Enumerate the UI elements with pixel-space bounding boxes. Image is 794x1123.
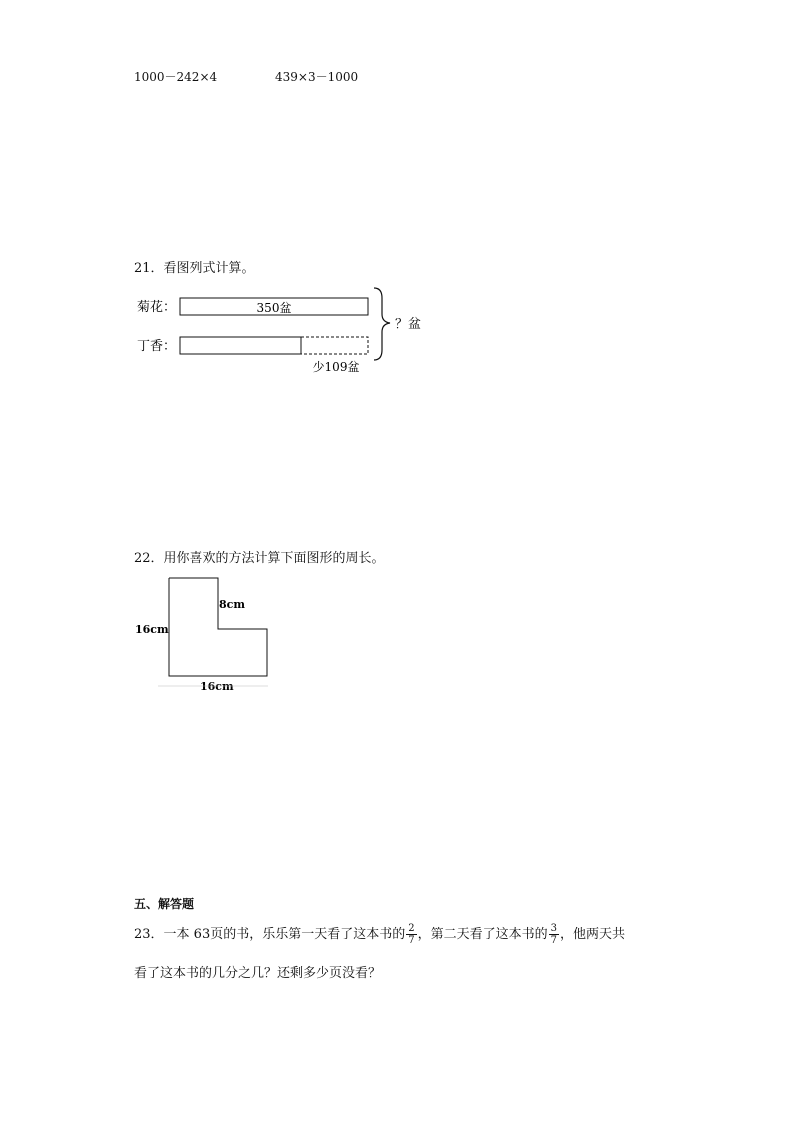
fraction-three-sevenths: $\frac{3}{7}$ — [550, 923, 557, 946]
l-shape-outline — [169, 578, 267, 676]
chrysanthemum-label: 菊花： — [137, 300, 177, 315]
q23-line1 — [134, 920, 625, 950]
lilac-bar — [180, 337, 301, 354]
expression-2: 439×3－1000 — [275, 70, 359, 84]
lilac-missing-part — [301, 337, 368, 354]
total-brace — [374, 288, 390, 360]
q21-bar-diagram — [130, 282, 450, 382]
bottom-side-label: 16cm — [200, 680, 234, 693]
q23-text-part2: ，第二天看了这本书的 — [417, 927, 548, 942]
lilac-label: 丁香： — [137, 339, 177, 354]
q23-text-part3: ，他两天共 — [559, 927, 625, 942]
q23-line2: 看了这本书的几分之几？还剩多少页没看？ — [134, 966, 382, 981]
total-label: ？盆 — [395, 317, 422, 332]
expression-1: 1000－242×4 — [134, 70, 218, 84]
section-5-title: 五、解答题 — [134, 897, 195, 911]
q22-l-shape-figure — [130, 570, 280, 696]
q21-title: 21．看图列式计算。 — [134, 261, 255, 276]
difference-label: 少109盆 — [312, 360, 360, 374]
chrysanthemum-value: 350盆 — [256, 301, 292, 315]
q22-title: 22．用你喜欢的方法计算下面图形的周长。 — [134, 551, 385, 566]
left-side-label: 16cm — [135, 623, 169, 636]
inner-side-label: 8cm — [219, 598, 245, 611]
q23-text-part1: 23．一本 63页的书，乐乐第一天看了这本书的 — [134, 927, 406, 942]
fraction-two-sevenths: $\frac{2}{7}$ — [408, 923, 415, 946]
